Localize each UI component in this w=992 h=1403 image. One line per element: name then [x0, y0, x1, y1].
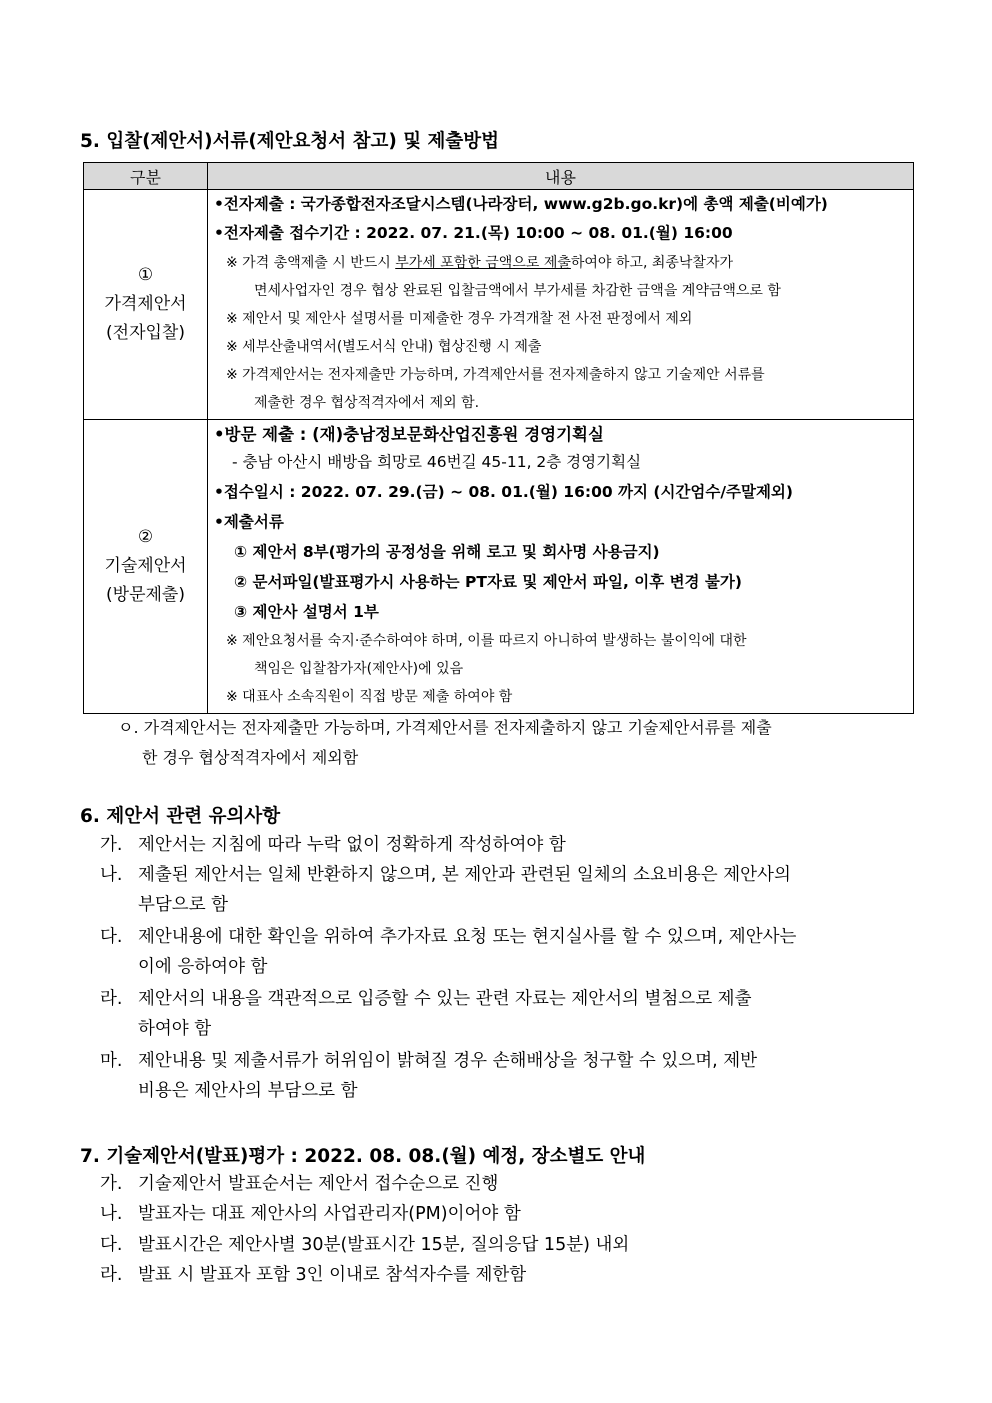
price-line2: •전자제출 접수기간 : 2022. 07. 21.(목) 10:00 ~ 08. 01.(월) 16:00 — [214, 224, 733, 242]
tech-doc3: ③ 제안사 설명서 1부 — [234, 603, 379, 621]
table-header-row — [84, 163, 914, 190]
price-note2: ※ 제안서 및 제안사 설명서를 미제출한 경우 가격개찰 전 사전 판정에서 제외 — [226, 311, 693, 327]
list-item: 다. 발표시간은 제안사별 30분(발표시간 15분, 질의응답 15분) 내외 — [100, 1235, 630, 1255]
tech-note1-cont: 책임은 입찰참가자(제안사)에 있음 — [254, 661, 464, 677]
list-item: 라. 발표 시 발표자 포함 3인 이내로 참석자수를 제한함 — [100, 1265, 527, 1285]
list-item: 나. 제출된 제안서는 일체 반환하지 않으며, 본 제안과 관련된 일체의 소요비용은 제안사의 부담으로 함 — [100, 865, 791, 915]
list-item: 다. 제안내용에 대한 확인을 위하여 추가자료 요청 또는 현지실사를 할 수 있으며, 제안사는 이에 응하여야 함 — [100, 927, 797, 977]
tech-note2: ※ 대표사 소속직원이 직접 방문 제출 하여야 함 — [226, 689, 513, 705]
tech-line1: •방문 제출 : (재)충남정보문화산업진흥원 경영기획실 — [214, 425, 604, 444]
price-line1: •전자제출 : 국가종합전자조달시스템(나라장터, www.g2b.go.kr)에 총액 제출(비예가) — [214, 195, 828, 213]
section7-title: 7. 기술제안서(발표)평가 : 2022. 08. 08.(월) 예정, 장소별도 안내 — [80, 1146, 646, 1167]
price-note1: ※ 가격 총액제출 시 반드시 부가세 포함한 금액으로 제출하여야 하고, 최종낙찰자가 — [226, 255, 733, 271]
tech-doc2: ② 문서파일(발표평가시 사용하는 PT자료 및 제안서 파일, 이후 변경 불가) — [234, 573, 742, 591]
header-content: 내용 — [208, 163, 914, 190]
price-note4: ※ 가격제안서는 전자제출만 가능하며, 가격제안서를 전자제출하지 않고 기술제안 서류를 — [226, 367, 765, 383]
content-cell-price — [208, 190, 914, 420]
category-number: ① — [137, 265, 154, 285]
price-notice-line1: ㅇ. 가격제안서는 전자제출만 가능하며, 가격제안서를 전자제출하지 않고 기술제안서류를 제출 — [118, 718, 772, 737]
price-notice — [118, 713, 918, 773]
header-category: 구분 — [84, 163, 208, 190]
list-item: 마. 제안내용 및 제출서류가 허위임이 밝혀질 경우 손해배상을 청구할 수 있으며, 제반 비용은 제안사의 부담으로 함 — [100, 1051, 758, 1101]
category-cell-price — [84, 190, 208, 420]
category-method: (방문제출) — [106, 585, 185, 605]
section6-title: 6. 제안서 관련 유의사항 — [80, 806, 281, 827]
tech-line3: •접수일시 : 2022. 07. 29.(금) ~ 08. 01.(월) 16:00 까지 (시간엄수/주말제외) — [214, 483, 793, 501]
price-notice-line2: 한 경우 협상적격자에서 제외함 — [142, 748, 359, 767]
tech-line4: •제출서류 — [214, 513, 284, 531]
category-cell-tech — [84, 420, 208, 714]
list-item: 가. 기술제안서 발표순서는 제안서 접수순으로 진행 — [100, 1174, 499, 1194]
price-note1-cont: 면세사업자인 경우 협상 완료된 입찰금액에서 부가세를 차감한 금액을 계약금액으로 함 — [254, 283, 781, 299]
section5-title: 5. 입찰(제안서)서류(제안요청서 참고) 및 제출방법 — [80, 131, 500, 152]
table-row — [84, 420, 914, 714]
price-note3: ※ 세부산출내역서(별도서식 안내) 협상진행 시 제출 — [226, 339, 542, 355]
submission-table — [83, 162, 914, 714]
content-cell-tech — [208, 420, 914, 714]
list-item: 나. 발표자는 대표 제안사의 사업관리자(PM)이어야 함 — [100, 1204, 521, 1224]
table-row — [84, 190, 914, 420]
tech-line2: - 충남 아산시 배방읍 희망로 46번길 45-11, 2층 경영기획실 — [232, 453, 642, 471]
category-method: (전자입찰) — [106, 323, 185, 343]
list-item: 라. 제안서의 내용을 객관적으로 입증할 수 있는 관련 자료는 제안서의 별첨으로 제출 하여야 함 — [100, 989, 752, 1039]
tech-note1: ※ 제안요청서를 숙지·준수하여야 하며, 이를 따르지 아니하여 발생하는 불이익에 대한 — [226, 633, 747, 649]
category-name: 가격제안서 — [104, 294, 187, 314]
price-note4-cont: 제출한 경우 협상적격자에서 제외 함. — [254, 395, 480, 411]
category-number: ② — [137, 527, 154, 547]
category-name: 기술제안서 — [104, 556, 187, 576]
tech-doc1: ① 제안서 8부(평가의 공정성을 위해 로고 및 회사명 사용금지) — [234, 543, 660, 561]
list-item: 가. 제안서는 지침에 따라 누락 없이 정확하게 작성하여야 함 — [100, 835, 566, 855]
